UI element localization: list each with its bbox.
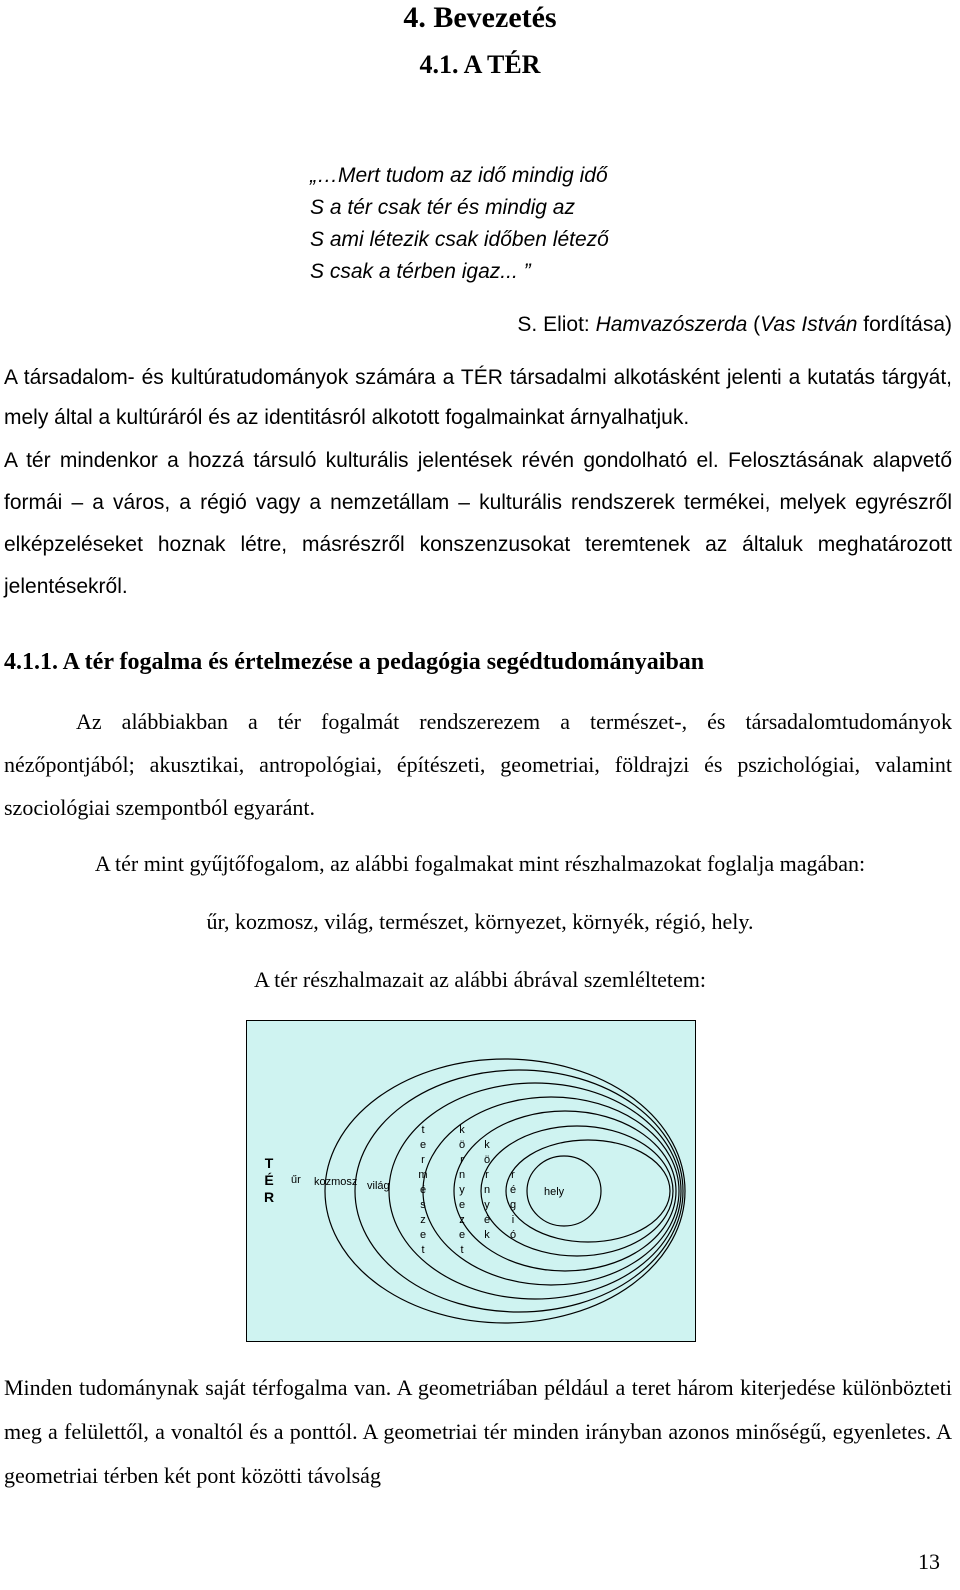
label-vilag: világ — [367, 1180, 390, 1192]
termeszet-letter: e — [419, 1139, 427, 1151]
kornyezet-letter: z — [459, 1214, 465, 1226]
kornyek-letter: r — [485, 1169, 489, 1181]
outer-label-ter — [264, 1155, 274, 1205]
kornyezet-letter: r — [460, 1154, 464, 1166]
termeszet-letter: é — [419, 1184, 427, 1196]
termeszet-letter: t — [421, 1244, 425, 1256]
attribution-translator: Vas István — [760, 313, 858, 336]
kornyek-letter: ö — [483, 1154, 491, 1166]
method-paragraph: Az alábbiakban a tér fogalmát rendszerezem a természet-, és társadalomtudományok nézőpontjából; akusztikai, antropológiai, építészeti, geometriai, földrajzi és pszichológiai, valamint szociológiai szempontból egyaránt. — [4, 709, 952, 820]
subset-list: űr, kozmosz, világ, természet, környezet, környék, régió, hely. — [206, 909, 754, 934]
regio-letter: ó — [509, 1229, 517, 1241]
kornyezet-letter: t — [460, 1244, 464, 1256]
closing-paragraph: Minden tudománynak saját térfogalma van. A geometriában például a teret három kiterjedése különbözteti meg a felülettől, a vonaltól és a ponttól. A geometriai tér minden irányban azonos minőségű, egyenletes. A geometriai térben két pont közötti távolság — [4, 1375, 952, 1488]
termeszet-letter: m — [418, 1169, 428, 1181]
space-subsets-diagram — [246, 1020, 696, 1342]
kornyezet-letter: n — [458, 1169, 466, 1181]
subsection-heading: 4.1.1. A tér fogalma és értelmezése a pedagógia segédtudományaiban — [4, 649, 705, 675]
kornyek-letter: k — [484, 1139, 490, 1151]
kornyezet-letter: y — [459, 1184, 465, 1196]
nested-ellipses-svg — [247, 1021, 695, 1341]
ellipse-vilag — [389, 1083, 681, 1299]
attribution-paren: ( — [747, 313, 761, 336]
attribution-suffix: fordítása) — [857, 313, 952, 336]
section-title: 4.1. A TÉR — [419, 50, 541, 79]
epigraph-line: S a tér csak tér és mindig az — [310, 196, 575, 219]
regio-letter: é — [509, 1184, 517, 1196]
kornyezet-letter: ö — [458, 1139, 466, 1151]
kornyezet-letter: e — [458, 1199, 466, 1211]
termeszet-letter: t — [421, 1124, 425, 1136]
label-kornyek — [484, 1139, 490, 1241]
kornyek-letter: y — [484, 1199, 490, 1211]
body-paragraph: A tér mindenkor a hozzá társuló kulturális jelentések révén gondolható el. Felosztásának alapvető formái – a város, a régió vagy a nemzetállam – kulturális rendszerek termékei, melyek egyrészről elképzeléseket hoznak létre, másrészről konszenzusokat teremtenek az általuk meghatározott jelentésekről. — [4, 449, 952, 598]
epigraph-line: S ami létezik csak időben létező — [310, 228, 609, 251]
regio-letter: g — [509, 1199, 517, 1211]
ter-letter: T — [264, 1155, 274, 1171]
regio-letter: i — [511, 1214, 515, 1226]
ter-letter: É — [264, 1172, 274, 1188]
kornyek-letter: k — [484, 1229, 490, 1241]
ellipse-kozmosz — [355, 1070, 683, 1312]
label-kornyezet — [459, 1124, 465, 1256]
regio-letter: r — [511, 1169, 515, 1181]
label-ur: űr — [291, 1174, 301, 1186]
ellipse-regio — [506, 1140, 670, 1242]
intro-paragraph: A társadalom- és kultúratudományok számára a TÉR társadalmi alkotásként jelenti a kutatás tárgyát, mely által a kultúráról és az identitásról alkotott fogalmainkat árnyalhatjuk. — [4, 366, 952, 429]
label-kozmosz: kozmosz — [314, 1176, 358, 1188]
termeszet-letter: z — [420, 1214, 426, 1226]
kornyek-letter: n — [483, 1184, 491, 1196]
collective-concept-paragraph: A tér mint gyűjtőfogalom, az alábbi fogalmakat mint részhalmazokat foglalja magában: — [94, 851, 866, 876]
epigraph-attribution — [517, 310, 952, 340]
epigraph — [310, 160, 609, 288]
epigraph-line: S csak a térben igaz... ” — [310, 260, 531, 283]
kornyezet-letter: k — [459, 1124, 465, 1136]
attribution-work: Hamvazószerda — [595, 313, 748, 336]
attribution-author: S. Eliot: — [517, 313, 596, 336]
page-number: 13 — [918, 1549, 940, 1574]
label-hely: hely — [544, 1186, 565, 1198]
termeszet-letter: r — [421, 1154, 425, 1166]
label-termeszet — [418, 1124, 427, 1256]
ter-letter: R — [263, 1189, 275, 1205]
termeszet-letter: s — [420, 1199, 426, 1211]
epigraph-line: „…Mert tudom az idő mindig idő — [310, 164, 608, 187]
diagram-intro: A tér részhalmazait az alábbi ábrával szemléltetem: — [254, 967, 706, 992]
kornyezet-letter: e — [458, 1229, 466, 1241]
kornyek-letter: é — [483, 1214, 491, 1226]
label-regio — [510, 1169, 516, 1241]
chapter-title: 4. Bevezetés — [403, 1, 557, 34]
termeszet-letter: e — [419, 1229, 427, 1241]
